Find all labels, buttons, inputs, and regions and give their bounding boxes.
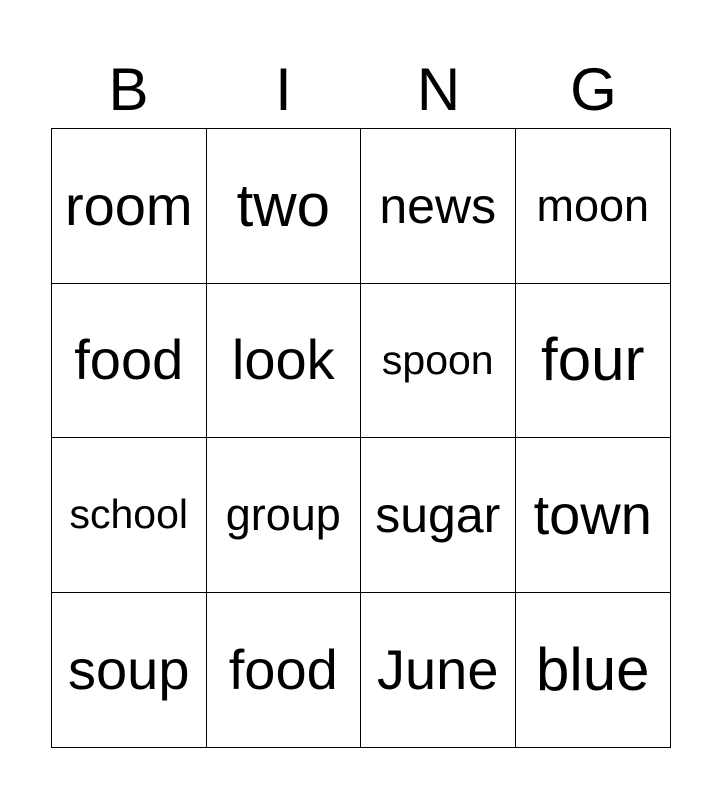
bingo-cell[interactable]: food: [207, 593, 362, 748]
header-letter-g: G: [570, 56, 617, 123]
bingo-header: [51, 52, 671, 128]
bingo-cell[interactable]: look: [207, 284, 362, 439]
bingo-cell[interactable]: moon: [516, 129, 671, 284]
bingo-cell[interactable]: food: [52, 284, 207, 439]
bingo-board: [51, 128, 671, 748]
bingo-cell[interactable]: spoon: [361, 284, 516, 439]
header-letter-b: B: [108, 56, 149, 123]
bingo-cell[interactable]: school: [52, 438, 207, 593]
bingo-cell[interactable]: town: [516, 438, 671, 593]
header-letter-i: I: [275, 56, 292, 123]
bingo-cell[interactable]: blue: [536, 635, 650, 703]
bingo-cell[interactable]: room: [52, 129, 207, 284]
header-letter-n: N: [416, 56, 461, 123]
bingo-cell[interactable]: sugar: [361, 438, 516, 593]
bingo-cell[interactable]: two: [207, 129, 362, 284]
bingo-cell[interactable]: soup: [52, 593, 207, 748]
bingo-cell[interactable]: four: [516, 284, 671, 439]
bingo-cell[interactable]: June: [361, 593, 516, 748]
bingo-cell[interactable]: news: [361, 129, 516, 284]
bingo-cell[interactable]: group: [207, 438, 362, 593]
